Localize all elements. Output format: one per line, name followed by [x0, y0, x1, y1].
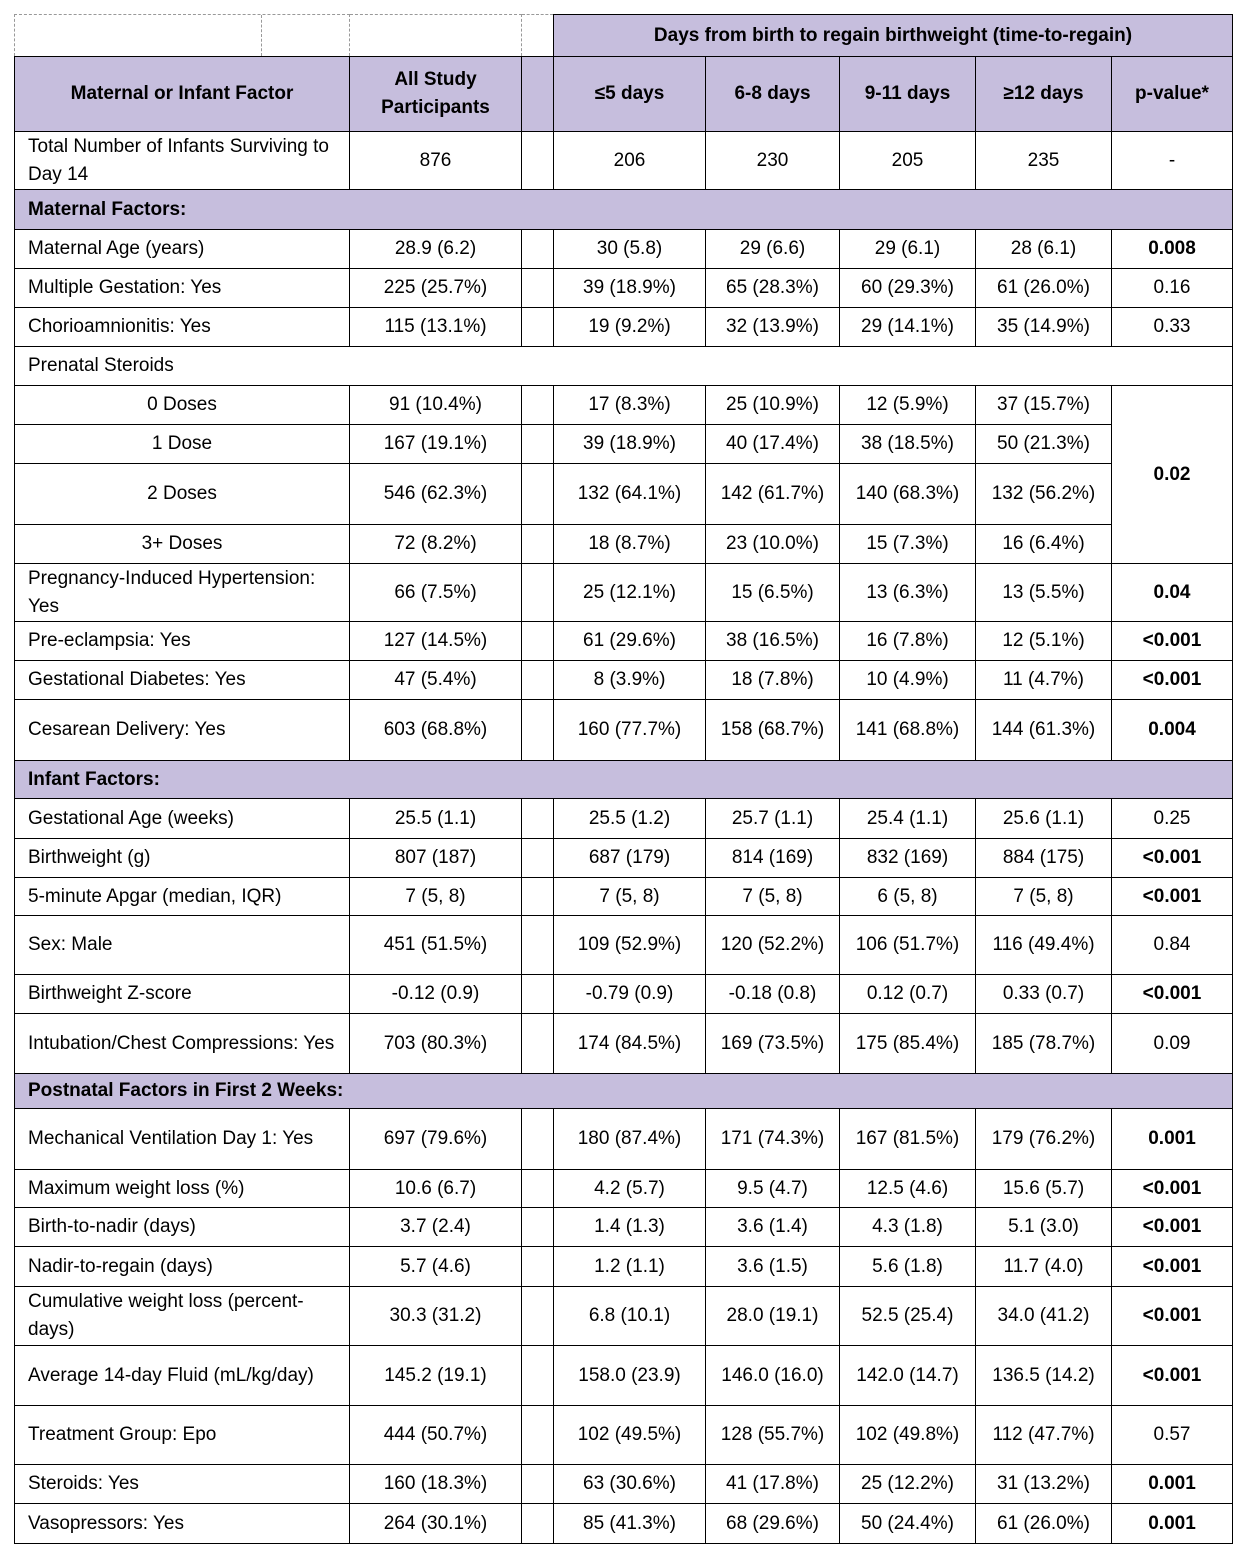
cell-le5: 25.5 (1.2) [554, 799, 706, 839]
cell-6-8: 18 (7.8%) [706, 661, 840, 700]
cell-6-8: 142 (61.7%) [706, 464, 840, 525]
cell-gap [522, 308, 554, 347]
col-header-factor: Maternal or Infant Factor [15, 57, 350, 132]
cell-gap [522, 799, 554, 839]
cell-all: 66 (7.5%) [350, 564, 522, 622]
col-header-gap [522, 57, 554, 132]
table-row [15, 1208, 1233, 1247]
cell-6-8: 814 (169) [706, 839, 840, 878]
cell-all: 91 (10.4%) [350, 386, 522, 425]
cell-ge12: 34.0 (41.2) [976, 1287, 1112, 1346]
cell-p: 0.001 [1112, 1465, 1233, 1504]
cell-all: 115 (13.1%) [350, 308, 522, 347]
cell-ge12: 25.6 (1.1) [976, 799, 1112, 839]
cell-gap [522, 700, 554, 761]
cell-9-11: 10 (4.9%) [840, 661, 976, 700]
col-header-ge12: ≥12 days [976, 57, 1112, 132]
cell-6-8: 38 (16.5%) [706, 622, 840, 661]
table-row [15, 1247, 1233, 1287]
cell-all: 30.3 (31.2) [350, 1287, 522, 1346]
prenatal-dose-row [15, 525, 1233, 564]
cell-6-8: 171 (74.3%) [706, 1109, 840, 1170]
cell-all: 10.6 (6.7) [350, 1170, 522, 1208]
table-row [15, 564, 1233, 622]
total-row [15, 132, 1233, 190]
row-label: Multiple Gestation: Yes [15, 269, 350, 308]
cell-all: 3.7 (2.4) [350, 1208, 522, 1247]
table-row [15, 1504, 1233, 1544]
cell-gap [522, 1465, 554, 1504]
cell-all: 160 (18.3%) [350, 1465, 522, 1504]
cell-all: 47 (5.4%) [350, 661, 522, 700]
row-label: Sex: Male [15, 916, 350, 975]
section-header [15, 1074, 1233, 1109]
cell-9-11: 167 (81.5%) [840, 1109, 976, 1170]
col-header-9-11: 9-11 days [840, 57, 976, 132]
cell-p: <0.001 [1112, 878, 1233, 916]
row-label: Pregnancy-Induced Hypertension: Yes [15, 564, 350, 622]
cell-9-11: 4.3 (1.8) [840, 1208, 976, 1247]
table-row [15, 1109, 1233, 1170]
cell-ge12: 12 (5.1%) [976, 622, 1112, 661]
row-label: Birthweight (g) [15, 839, 350, 878]
table-row [15, 1287, 1233, 1346]
cell-p: 0.57 [1112, 1406, 1233, 1465]
cell-6-8: 68 (29.6%) [706, 1504, 840, 1544]
cell-9-11: 12 (5.9%) [840, 386, 976, 425]
cell-9-11: 60 (29.3%) [840, 269, 976, 308]
cell-ge12: 35 (14.9%) [976, 308, 1112, 347]
cell-gap [522, 878, 554, 916]
table-row [15, 799, 1233, 839]
table-row [15, 1170, 1233, 1208]
row-label: Cesarean Delivery: Yes [15, 700, 350, 761]
row-label: Birth-to-nadir (days) [15, 1208, 350, 1247]
row-label: Prenatal Steroids [15, 347, 1233, 386]
cell-ge12: 15.6 (5.7) [976, 1170, 1112, 1208]
cell-ge12: 5.1 (3.0) [976, 1208, 1112, 1247]
row-label: Gestational Age (weeks) [15, 799, 350, 839]
cell-le5: 6.8 (10.1) [554, 1287, 706, 1346]
cell-le5: 25 (12.1%) [554, 564, 706, 622]
cell-9-11: 12.5 (4.6) [840, 1170, 976, 1208]
row-label: Maximum weight loss (%) [15, 1170, 350, 1208]
cell-gap [522, 1504, 554, 1544]
cell-ge12: 144 (61.3%) [976, 700, 1112, 761]
results-table [14, 14, 1233, 1544]
cell-gap [522, 425, 554, 464]
cell-6-8: 169 (73.5%) [706, 1014, 840, 1074]
table-row [15, 1014, 1233, 1074]
cell-9-11: 38 (18.5%) [840, 425, 976, 464]
cell-p: <0.001 [1112, 1208, 1233, 1247]
cell-9-11: 25 (12.2%) [840, 1465, 976, 1504]
cell-9-11: 6 (5, 8) [840, 878, 976, 916]
header-blank-gap [522, 15, 554, 57]
cell-9-11: 13 (6.3%) [840, 564, 976, 622]
cell-gap [522, 564, 554, 622]
row-label: Cumulative weight loss (percent-days) [15, 1287, 350, 1346]
cell-p: <0.001 [1112, 975, 1233, 1014]
cell-6-8: 41 (17.8%) [706, 1465, 840, 1504]
cell-gap [522, 1109, 554, 1170]
cell-le5: 158.0 (23.9) [554, 1346, 706, 1406]
row-label: Gestational Diabetes: Yes [15, 661, 350, 700]
cell-9-11: 29 (6.1) [840, 230, 976, 269]
cell-le5: 61 (29.6%) [554, 622, 706, 661]
table-row [15, 1465, 1233, 1504]
cell-p: - [1112, 132, 1233, 190]
cell-p: 0.25 [1112, 799, 1233, 839]
cell-le5: 7 (5, 8) [554, 878, 706, 916]
cell-9-11: 25.4 (1.1) [840, 799, 976, 839]
cell-all: 145.2 (19.1) [350, 1346, 522, 1406]
cell-gap [522, 464, 554, 525]
table-row [15, 839, 1233, 878]
cell-le5: 180 (87.4%) [554, 1109, 706, 1170]
cell-le5: 63 (30.6%) [554, 1465, 706, 1504]
cell-ge12: 0.33 (0.7) [976, 975, 1112, 1014]
row-label: 0 Doses [15, 386, 350, 425]
section-header [15, 761, 1233, 799]
col-header-le5: ≤5 days [554, 57, 706, 132]
table-row [15, 230, 1233, 269]
section-title: Infant Factors: [15, 761, 1233, 799]
cell-9-11: 15 (7.3%) [840, 525, 976, 564]
cell-ge12: 136.5 (14.2) [976, 1346, 1112, 1406]
row-label: Nadir-to-regain (days) [15, 1247, 350, 1287]
cell-gap [522, 269, 554, 308]
cell-p: <0.001 [1112, 622, 1233, 661]
cell-all: 264 (30.1%) [350, 1504, 522, 1544]
group-header: Days from birth to regain birthweight (time-to-regain) [554, 15, 1233, 57]
cell-6-8: -0.18 (0.8) [706, 975, 840, 1014]
cell-le5: 1.2 (1.1) [554, 1247, 706, 1287]
cell-6-8: 23 (10.0%) [706, 525, 840, 564]
cell-gap [522, 1247, 554, 1287]
cell-6-8: 40 (17.4%) [706, 425, 840, 464]
cell-9-11: 29 (14.1%) [840, 308, 976, 347]
cell-6-8: 32 (13.9%) [706, 308, 840, 347]
cell-le5: 132 (64.1%) [554, 464, 706, 525]
row-label: Steroids: Yes [15, 1465, 350, 1504]
cell-6-8: 65 (28.3%) [706, 269, 840, 308]
cell-all: 28.9 (6.2) [350, 230, 522, 269]
cell-6-8: 3.6 (1.5) [706, 1247, 840, 1287]
cell-ge12: 235 [976, 132, 1112, 190]
cell-all: 876 [350, 132, 522, 190]
cell-9-11: 142.0 (14.7) [840, 1346, 976, 1406]
table-row [15, 916, 1233, 975]
table-row [15, 269, 1233, 308]
cell-all: 451 (51.5%) [350, 916, 522, 975]
cell-9-11: 205 [840, 132, 976, 190]
cell-gap [522, 622, 554, 661]
col-header-6-8: 6-8 days [706, 57, 840, 132]
cell-gap [522, 1346, 554, 1406]
prenatal-dose-row [15, 425, 1233, 464]
row-label: 5-minute Apgar (median, IQR) [15, 878, 350, 916]
cell-gap [522, 1406, 554, 1465]
cell-gap [522, 916, 554, 975]
cell-le5: 206 [554, 132, 706, 190]
table-row [15, 1346, 1233, 1406]
cell-le5: 19 (9.2%) [554, 308, 706, 347]
cell-gap [522, 839, 554, 878]
cell-p: <0.001 [1112, 1346, 1233, 1406]
cell-p: 0.02 [1112, 386, 1233, 564]
row-label: 3+ Doses [15, 525, 350, 564]
cell-6-8: 29 (6.6) [706, 230, 840, 269]
row-label: Total Number of Infants Surviving to Day 14 [15, 132, 350, 190]
table-row [15, 975, 1233, 1014]
cell-ge12: 116 (49.4%) [976, 916, 1112, 975]
cell-gap [522, 1208, 554, 1247]
cell-le5: 30 (5.8) [554, 230, 706, 269]
cell-9-11: 106 (51.7%) [840, 916, 976, 975]
row-label: Mechanical Ventilation Day 1: Yes [15, 1109, 350, 1170]
cell-p: 0.33 [1112, 308, 1233, 347]
cell-6-8: 15 (6.5%) [706, 564, 840, 622]
cell-6-8: 3.6 (1.4) [706, 1208, 840, 1247]
cell-all: 5.7 (4.6) [350, 1247, 522, 1287]
cell-le5: 160 (77.7%) [554, 700, 706, 761]
cell-le5: 18 (8.7%) [554, 525, 706, 564]
cell-ge12: 28 (6.1) [976, 230, 1112, 269]
prenatal-dose-row [15, 464, 1233, 525]
cell-gap [522, 975, 554, 1014]
cell-9-11: 5.6 (1.8) [840, 1247, 976, 1287]
cell-p: 0.84 [1112, 916, 1233, 975]
cell-9-11: 50 (24.4%) [840, 1504, 976, 1544]
cell-6-8: 158 (68.7%) [706, 700, 840, 761]
cell-gap [522, 661, 554, 700]
cell-ge12: 884 (175) [976, 839, 1112, 878]
cell-gap [522, 230, 554, 269]
cell-9-11: 52.5 (25.4) [840, 1287, 976, 1346]
row-label: Treatment Group: Epo [15, 1406, 350, 1465]
cell-ge12: 11 (4.7%) [976, 661, 1112, 700]
cell-p: 0.04 [1112, 564, 1233, 622]
cell-p: <0.001 [1112, 1170, 1233, 1208]
cell-all: 697 (79.6%) [350, 1109, 522, 1170]
row-label: 2 Doses [15, 464, 350, 525]
cell-le5: 102 (49.5%) [554, 1406, 706, 1465]
col-header-all: All Study Participants [350, 57, 522, 132]
cell-le5: 8 (3.9%) [554, 661, 706, 700]
row-label: Birthweight Z-score [15, 975, 350, 1014]
cell-all: 444 (50.7%) [350, 1406, 522, 1465]
row-label: 1 Dose [15, 425, 350, 464]
cell-all: 25.5 (1.1) [350, 799, 522, 839]
cell-all: 807 (187) [350, 839, 522, 878]
cell-le5: 4.2 (5.7) [554, 1170, 706, 1208]
cell-all: 603 (68.8%) [350, 700, 522, 761]
cell-ge12: 61 (26.0%) [976, 1504, 1112, 1544]
cell-p: 0.001 [1112, 1109, 1233, 1170]
cell-all: 7 (5, 8) [350, 878, 522, 916]
cell-ge12: 132 (56.2%) [976, 464, 1112, 525]
cell-6-8: 7 (5, 8) [706, 878, 840, 916]
cell-ge12: 11.7 (4.0) [976, 1247, 1112, 1287]
cell-p: 0.16 [1112, 269, 1233, 308]
cell-ge12: 16 (6.4%) [976, 525, 1112, 564]
row-label: Average 14-day Fluid (mL/kg/day) [15, 1346, 350, 1406]
header-blank-all [350, 15, 522, 57]
row-label: Chorioamnionitis: Yes [15, 308, 350, 347]
section-title: Postnatal Factors in First 2 Weeks: [15, 1074, 1233, 1109]
prenatal-steroids-row [15, 347, 1233, 386]
cell-ge12: 185 (78.7%) [976, 1014, 1112, 1074]
cell-all: 72 (8.2%) [350, 525, 522, 564]
cell-6-8: 128 (55.7%) [706, 1406, 840, 1465]
table-row [15, 308, 1233, 347]
cell-ge12: 50 (21.3%) [976, 425, 1112, 464]
cell-gap [522, 1287, 554, 1346]
cell-p: 0.09 [1112, 1014, 1233, 1074]
table-row [15, 700, 1233, 761]
cell-p: <0.001 [1112, 839, 1233, 878]
cell-p: <0.001 [1112, 661, 1233, 700]
cell-6-8: 146.0 (16.0) [706, 1346, 840, 1406]
cell-le5: 39 (18.9%) [554, 269, 706, 308]
cell-ge12: 179 (76.2%) [976, 1109, 1112, 1170]
cell-le5: 1.4 (1.3) [554, 1208, 706, 1247]
row-label: Intubation/Chest Compressions: Yes [15, 1014, 350, 1074]
cell-all: 703 (80.3%) [350, 1014, 522, 1074]
cell-ge12: 37 (15.7%) [976, 386, 1112, 425]
prenatal-dose-row [15, 386, 1233, 425]
cell-le5: 85 (41.3%) [554, 1504, 706, 1544]
cell-9-11: 140 (68.3%) [840, 464, 976, 525]
cell-ge12: 13 (5.5%) [976, 564, 1112, 622]
row-label: Maternal Age (years) [15, 230, 350, 269]
row-label: Pre-eclampsia: Yes [15, 622, 350, 661]
cell-p: <0.001 [1112, 1287, 1233, 1346]
cell-p: <0.001 [1112, 1247, 1233, 1287]
cell-9-11: 175 (85.4%) [840, 1014, 976, 1074]
cell-gap [522, 132, 554, 190]
cell-p: 0.004 [1112, 700, 1233, 761]
table-row [15, 878, 1233, 916]
col-header-p: p-value* [1112, 57, 1233, 132]
table-row [15, 622, 1233, 661]
cell-6-8: 120 (52.2%) [706, 916, 840, 975]
cell-gap [522, 1170, 554, 1208]
cell-gap [522, 1014, 554, 1074]
cell-le5: -0.79 (0.9) [554, 975, 706, 1014]
cell-ge12: 31 (13.2%) [976, 1465, 1112, 1504]
cell-6-8: 28.0 (19.1) [706, 1287, 840, 1346]
table-row [15, 1406, 1233, 1465]
cell-le5: 174 (84.5%) [554, 1014, 706, 1074]
cell-9-11: 832 (169) [840, 839, 976, 878]
table-row [15, 661, 1233, 700]
cell-all: 167 (19.1%) [350, 425, 522, 464]
header-blank-left [15, 15, 350, 57]
cell-all: 127 (14.5%) [350, 622, 522, 661]
cell-le5: 109 (52.9%) [554, 916, 706, 975]
cell-gap [522, 525, 554, 564]
cell-6-8: 25 (10.9%) [706, 386, 840, 425]
cell-9-11: 141 (68.8%) [840, 700, 976, 761]
cell-all: 225 (25.7%) [350, 269, 522, 308]
cell-9-11: 16 (7.8%) [840, 622, 976, 661]
cell-6-8: 9.5 (4.7) [706, 1170, 840, 1208]
cell-all: -0.12 (0.9) [350, 975, 522, 1014]
cell-6-8: 230 [706, 132, 840, 190]
cell-le5: 17 (8.3%) [554, 386, 706, 425]
cell-le5: 39 (18.9%) [554, 425, 706, 464]
section-title: Maternal Factors: [15, 190, 1233, 230]
cell-gap [522, 386, 554, 425]
cell-p: 0.008 [1112, 230, 1233, 269]
cell-6-8: 25.7 (1.1) [706, 799, 840, 839]
section-header [15, 190, 1233, 230]
cell-ge12: 61 (26.0%) [976, 269, 1112, 308]
cell-all: 546 (62.3%) [350, 464, 522, 525]
cell-le5: 687 (179) [554, 839, 706, 878]
cell-9-11: 0.12 (0.7) [840, 975, 976, 1014]
cell-p: 0.001 [1112, 1504, 1233, 1544]
table-container [14, 14, 1233, 1544]
row-label: Vasopressors: Yes [15, 1504, 350, 1544]
cell-ge12: 7 (5, 8) [976, 878, 1112, 916]
cell-ge12: 112 (47.7%) [976, 1406, 1112, 1465]
cell-9-11: 102 (49.8%) [840, 1406, 976, 1465]
